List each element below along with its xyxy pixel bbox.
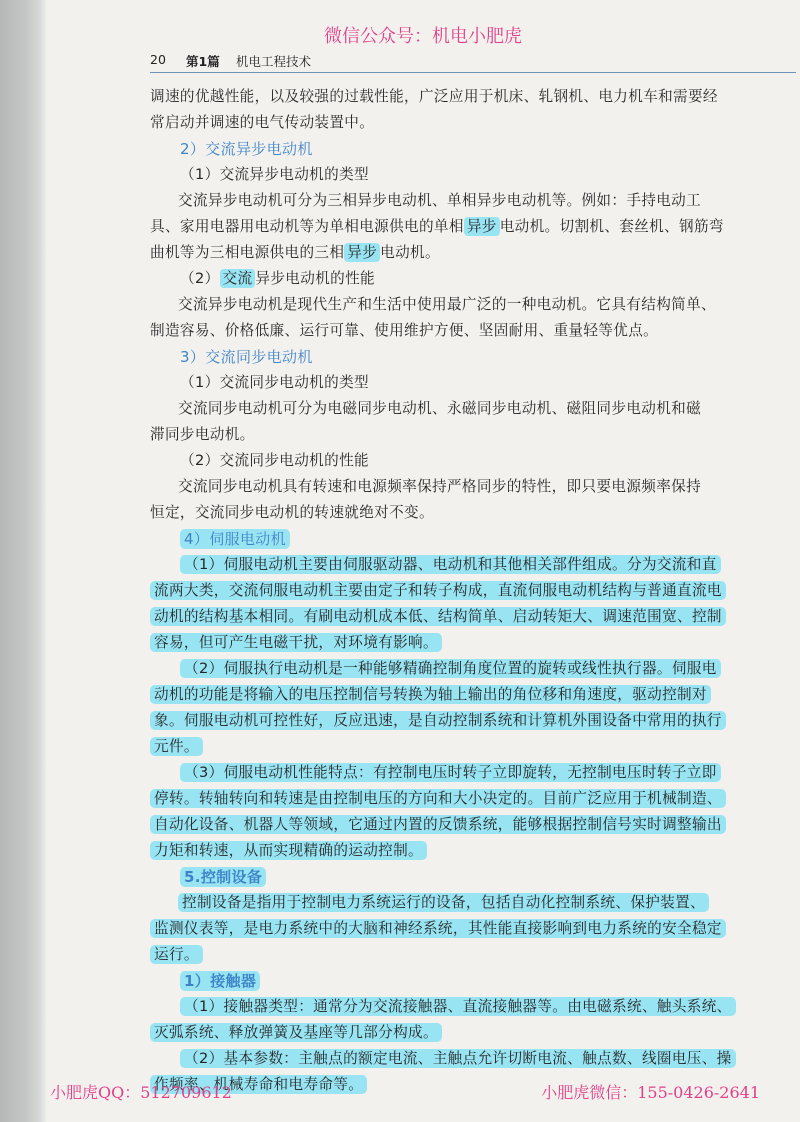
text-line: 调速的优越性能，以及较强的过载性能，广泛应用于机床、轧钢机、电力机车和需要经 [150, 88, 718, 105]
text-line [150, 942, 800, 968]
text-span: （2） [180, 270, 220, 287]
text-line [150, 890, 800, 916]
book-page [46, 0, 800, 1122]
text-line [150, 214, 800, 240]
text-line [150, 630, 800, 656]
text-line [150, 916, 800, 942]
text-line [150, 656, 800, 682]
text-line: 交流同步电动机可分为电磁同步电动机、永磁同步电动机、磁阻同步电动机和磁 [178, 400, 702, 417]
highlight-mark: 1）接触器 [180, 971, 260, 991]
highlight-mark: 流两大类，交流伺服电动机主要由定子和转子构成，直流伺服电动机结构与普通直流电 [150, 581, 726, 600]
chapter-label: 第1篇 [186, 54, 220, 69]
text-line [150, 578, 800, 604]
subsection-heading: （1）交流同步电动机的类型 [180, 374, 369, 391]
highlight-mark: （1）伺服电动机主要由伺服驱动器、电动机和其他相关部件组成。分为交流和直 [180, 555, 721, 574]
highlight-mark: （3）伺服电动机性能特点：有控制电压时转子立即旋转，无控制电压时转子立即 [180, 763, 721, 782]
highlight-mark: 动机的结构基本相同。有刷电动机成本低、结构简单、启动转矩大、调速范围宽、控制 [150, 607, 726, 626]
watermark-footer-left: 小肥虎QQ：512709612 [50, 1083, 232, 1102]
highlight-mark: （1）接触器类型：通常分为交流接触器、直流接触器等。由电磁系统、触头系统、 [180, 997, 736, 1016]
text-line [150, 760, 800, 786]
text-span: 异步电动机的性能 [255, 270, 375, 287]
text-line [150, 734, 800, 760]
text-line [150, 708, 800, 734]
text-line [150, 552, 800, 578]
subsection-heading: （2）交流同步电动机的性能 [180, 452, 369, 469]
highlight-mark: 停转。转轴转向和转速是由控制电压的方向和大小决定的。目前广泛应用于机械制造、 [150, 789, 726, 808]
highlight-mark: 运行。 [150, 945, 203, 964]
text-line [150, 838, 800, 864]
text-line [150, 1020, 800, 1046]
highlight-mark: 5.控制设备 [180, 867, 266, 887]
highlight-mark: 元件。 [150, 737, 203, 756]
watermark-footer-right: 小肥虎微信：155-0426-2641 [541, 1083, 760, 1102]
page-number: 20 [150, 52, 166, 67]
highlight-mark: 容易，但可产生电磁干扰，对环境有影响。 [150, 633, 442, 652]
subsection-heading: （1）交流异步电动机的类型 [180, 166, 369, 183]
text-span: 曲机等为三相电源供电的三相 [150, 244, 345, 261]
highlight-mark: 灭弧系统、释放弹簧及基座等几部分构成。 [150, 1023, 442, 1042]
section-heading [150, 864, 800, 890]
chapter-title: 机电工程技术 [236, 54, 312, 69]
highlight-mark: （2）基本参数：主触点的额定电流、主触点允许切断电流、触点数、线圈电压、操 [180, 1049, 736, 1068]
text-span: 电动机。切割机、套丝机、钢筋弯 [499, 218, 724, 235]
page-header [150, 50, 796, 73]
section-heading: 2）交流异步电动机 [180, 140, 313, 158]
highlight-mark: 作频率、机械寿命和电寿命等。 [150, 1075, 367, 1094]
highlight-mark: 动机的功能是将输入的电压控制信号转换为轴上输出的角位移和角速度，驱动控制对 [150, 685, 711, 704]
highlight-mark: 象。伺服电动机可控性好，反应迅速，是自动控制系统和计算机外围设备中常用的执行 [150, 711, 726, 730]
text-line: 恒定，交流同步电动机的转速就绝对不变。 [150, 504, 434, 521]
highlight-mark: 4）伺服电动机 [180, 529, 290, 549]
text-line: 交流同步电动机具有转速和电源频率保持严格同步的特性，即只要电源频率保持 [178, 478, 702, 495]
text-line [150, 604, 800, 630]
highlight-mark: （2）伺服执行电动机是一种能够精确控制角度位置的旋转或线性执行器。伺服电 [180, 659, 721, 678]
text-line: 交流异步电动机可分为三相异步电动机、单相异步电动机等。例如：手持电动工 [178, 192, 702, 209]
highlight-mark: 交流 [220, 269, 256, 288]
section-heading: 3）交流同步电动机 [180, 348, 313, 366]
highlight-mark: 力矩和转速，从而实现精确的运动控制。 [150, 841, 427, 860]
section-heading [150, 968, 800, 994]
section-heading [150, 526, 800, 552]
subsection-heading [150, 266, 800, 292]
text-line [150, 1046, 800, 1072]
text-line [150, 994, 800, 1020]
text-line [150, 240, 800, 266]
text-line: 交流异步电动机是现代生产和生活中使用最广泛的一种电动机。它具有结构简单、 [178, 296, 716, 313]
book-spine-shadow [0, 0, 46, 1122]
text-span: 电动机。 [380, 244, 440, 261]
watermark-top: 微信公众号：机电小肥虎 [324, 26, 522, 47]
text-line: 制造容易、价格低廉、运行可靠、使用维护方便、坚固耐用、重量轻等优点。 [150, 322, 659, 339]
page-body [150, 84, 800, 1098]
text-line [150, 786, 800, 812]
highlight-mark: 异步 [344, 243, 380, 262]
text-span: 具、家用电器用电动机等为单相电源供电的单相 [150, 218, 464, 235]
text-line: 滞同步电动机。 [150, 426, 255, 443]
text-line: 常启动并调速的电气传动装置中。 [150, 114, 375, 131]
text-line [150, 682, 800, 708]
highlight-mark: 控制设备是指用于控制电力系统运行的设备，包括自动化控制系统、保护装置、 [178, 893, 709, 912]
text-line [150, 812, 800, 838]
highlight-mark: 监测仪表等，是电力系统中的大脑和神经系统，其性能直接影响到电力系统的安全稳定 [150, 919, 726, 938]
highlight-mark: 自动化设备、机器人等领域，它通过内置的反馈系统，能够根据控制信号实时调整输出 [150, 815, 726, 834]
highlight-mark: 异步 [464, 217, 500, 236]
